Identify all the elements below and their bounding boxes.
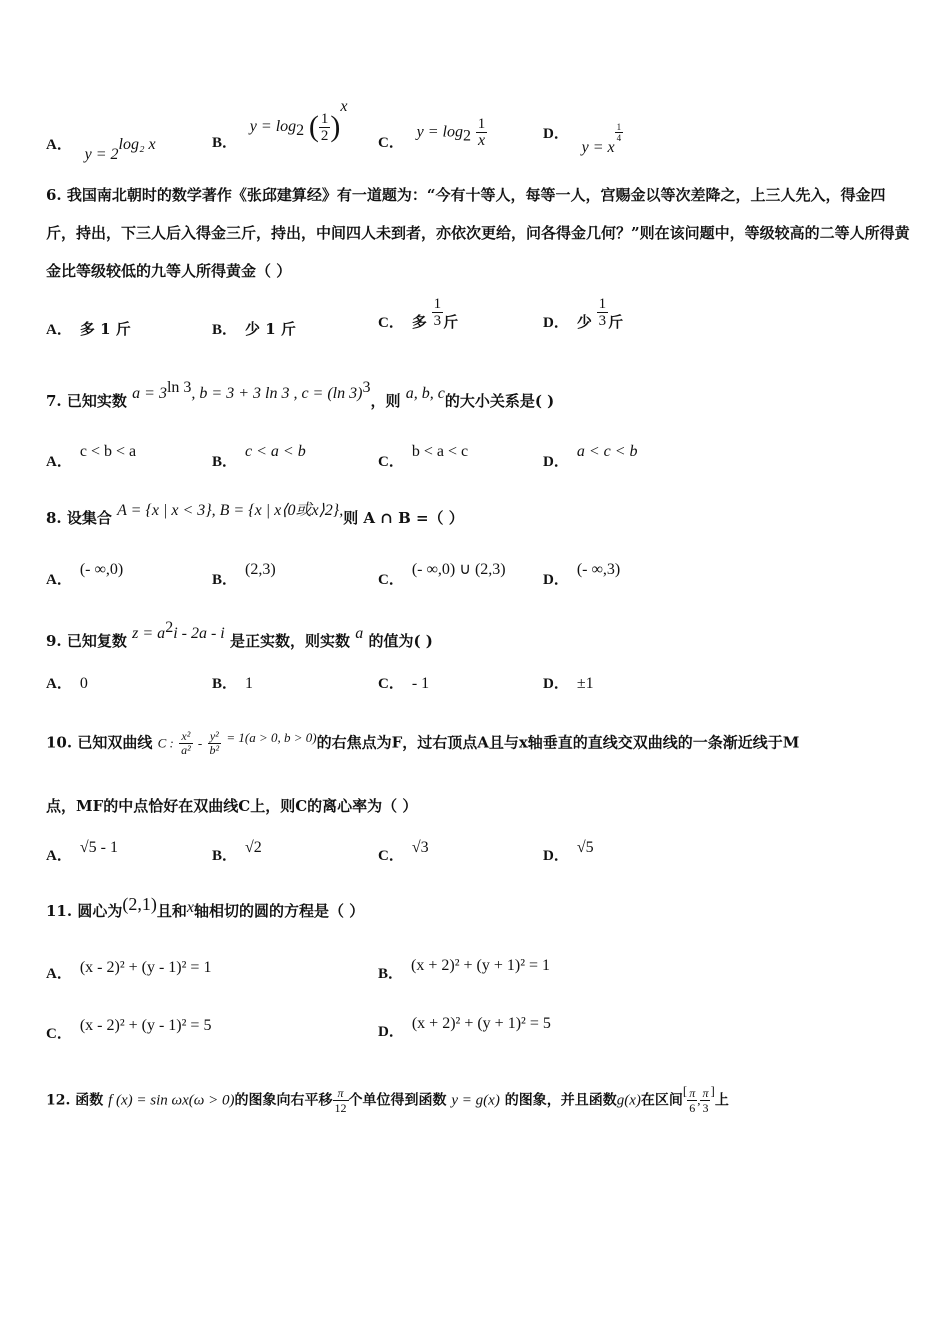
question-text: 我国南北朝时的数学著作《张邱建算经》有一道题为：“今有十等人，每等一人，宫赐金以等次差降之，上三人先入，得金四斤，持出，下三人后入得金三斤，持出，中间四人未到者，亦依次更给，问各得金几何？”则在该问题中，等级较高的二等人所得黄金比等级较低的九等人所得黄金（ ）	[46, 186, 910, 280]
q11-option-d[interactable]: D． (x + 2)² + (y + 1)² = 5	[378, 1015, 551, 1040]
q8-stem: 8. 设集合 A = {x | x < 3}, B = {x | x⟨0或x⟩2},则 A ∩ B =（ ）	[46, 502, 464, 527]
option-label: B．	[212, 135, 238, 151]
q10-stem: 10. 已知双曲线 C : $\frac{\text{x²}}{\text{a²}}$ - $\frac{\text{y²}}{\text{b²}}$ = 1(a > 0, b > 0)的右焦点为F，过右顶点A且与x轴垂直的直线交双曲线的一条渐近线于M	[46, 729, 800, 757]
option-label: D．	[543, 126, 569, 142]
q7-option-d[interactable]: D．a < c < b	[543, 443, 638, 470]
q9-option-a[interactable]: A． 0	[46, 675, 88, 692]
q8-option-a[interactable]: A．(- ∞,0)	[46, 561, 124, 588]
q12-stem: 12. 函数 f (x) = sin ωx(ω > 0)的图象向右平移 $\frac{\pi}{12}$ 个单位得到函数 y = g(x) 的图象，并且函数g(x)在区间[ $\frac{\pi}{6}$ , $\frac{\pi}{3}$ ]上	[46, 1082, 729, 1115]
option-exponent: log₂ x	[118, 136, 156, 153]
q11-option-b[interactable]: B． (x + 2)² + (y + 1)² = 1	[378, 957, 551, 982]
q10-stem-line2: 点，MF的中点恰好在双曲线C上，则C的离心率为（ ）	[46, 797, 418, 815]
option-label: C．	[378, 134, 404, 151]
option-formula: y = log	[416, 123, 463, 141]
q10-option-d[interactable]: D． √5	[543, 839, 594, 864]
option-formula: y = 2	[84, 146, 119, 163]
q11-stem: 11. 圆心为(2,1)且和x轴相切的圆的方程是（ ）	[46, 894, 365, 920]
q7-option-c[interactable]: C．b < a < c	[378, 443, 469, 470]
q8-option-b[interactable]: B．(2,3)	[212, 561, 276, 588]
option-formula: y = log	[249, 118, 297, 135]
q10-option-c[interactable]: C． √3	[378, 839, 429, 864]
option-fraction: $\frac{1}{x}$	[477, 116, 486, 149]
q9-option-d[interactable]: D． ±1	[543, 675, 594, 692]
q7-option-a[interactable]: A．c < b < a	[46, 443, 137, 470]
q8-option-d[interactable]: D．(- ∞,3)	[543, 561, 621, 588]
option-fraction: $\frac{1}{2}$	[320, 110, 329, 144]
q6-option-d[interactable]: D． 少 $\frac{1}{3}$ 斤	[543, 296, 624, 331]
q6-stem	[46, 176, 911, 290]
option-label: A．	[46, 137, 72, 153]
q6-option-a[interactable]: A． 多 1 斤	[46, 320, 131, 338]
q6-option-c[interactable]: C． 多 $\frac{1}{3}$ 斤	[378, 296, 459, 331]
q5-option-d[interactable]: D． y = x $\frac{1}{4}$	[543, 121, 622, 156]
q7-option-b[interactable]: B．c < a < b	[212, 443, 306, 470]
q10-option-b[interactable]: B． √2	[212, 839, 262, 864]
q10-option-a[interactable]: A． √5 - 1	[46, 839, 118, 864]
q8-option-c[interactable]: C．(- ∞,0) ∪ (2,3)	[378, 561, 506, 588]
question-number: 6.	[46, 186, 62, 204]
q11-option-c[interactable]: C． (x - 2)² + (y - 1)² = 5	[46, 1017, 212, 1042]
option-formula: y = x	[581, 139, 615, 156]
q6-option-b[interactable]: B． 少 1 斤	[212, 320, 296, 338]
q11-option-a[interactable]: A． (x - 2)² + (y - 1)² = 1	[46, 959, 212, 982]
q5-option-c[interactable]: C． $y = \log_2$ $\frac{1}{x}$	[378, 116, 486, 151]
q5-option-a[interactable]	[46, 128, 156, 163]
q9-option-b[interactable]: B． 1	[212, 675, 254, 692]
q5-option-b[interactable]: B． $y = \log_2$ ( $\frac{1}{2}$ )$^x$	[212, 98, 348, 151]
q9-stem: 9. 已知复数 $z = a^2i - 2a - i$ 是正实数，则实数 a 的值为( )	[46, 619, 433, 650]
q9-option-c[interactable]: C． - 1	[378, 675, 430, 692]
q7-stem: 7. 已知实数 $a = 3^{ln 3}$, b = 3 + 3 ln 3 , c = (ln 3)$^3$，则 a, b, c的大小关系是( )	[46, 379, 555, 410]
